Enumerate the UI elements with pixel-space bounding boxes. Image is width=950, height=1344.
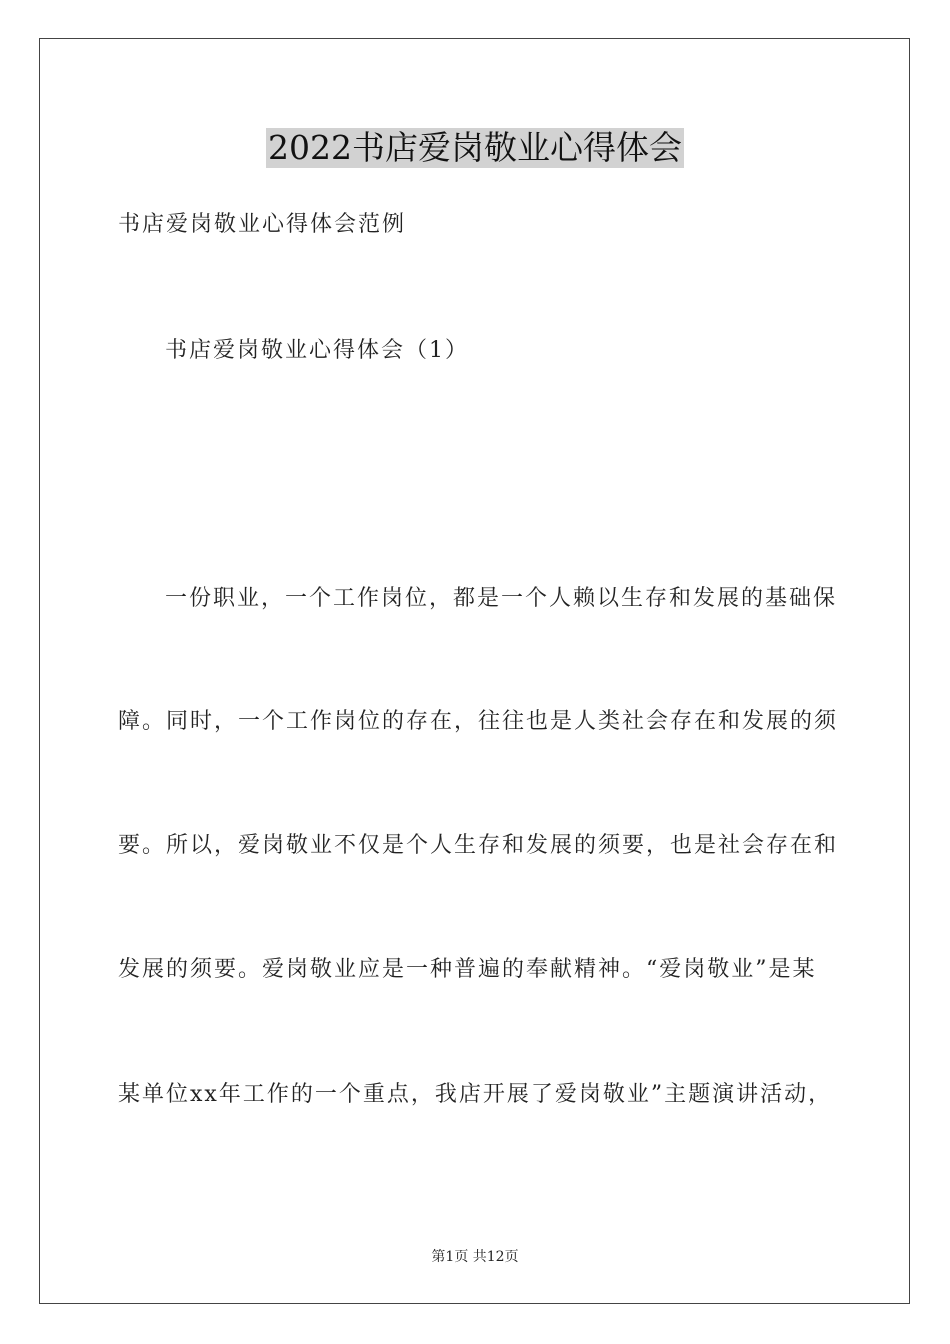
document-subtitle: 书店爱岗敬业心得体会范例: [118, 212, 407, 237]
section-heading: 书店爱岗敬业心得体会（1）: [165, 338, 469, 363]
paragraph-line-2: 障。同时，一个工作岗位的存在，往往也是人类社会存在和发展的须: [118, 709, 839, 734]
page-number-footer: 第1页 共12页: [431, 1249, 519, 1265]
paragraph-line-3: 要。所以，爱岗敬业不仅是个人生存和发展的须要，也是社会存在和: [118, 833, 839, 858]
paragraph-line-1: 一份职业，一个工作岗位，都是一个人赖以生存和发展的基础保: [165, 586, 838, 611]
title-container: [0, 128, 950, 168]
paragraph-line-4: 发展的须要。爱岗敬业应是一种普遍的奉献精神。“爱岗敬业”是某: [118, 957, 817, 982]
document-title: 2022书店爱岗敬业心得体会: [268, 128, 682, 167]
paragraph-line-5: 某单位xx年工作的一个重点，我店开展了爱岗敬业”主题演讲活动，: [118, 1082, 833, 1107]
